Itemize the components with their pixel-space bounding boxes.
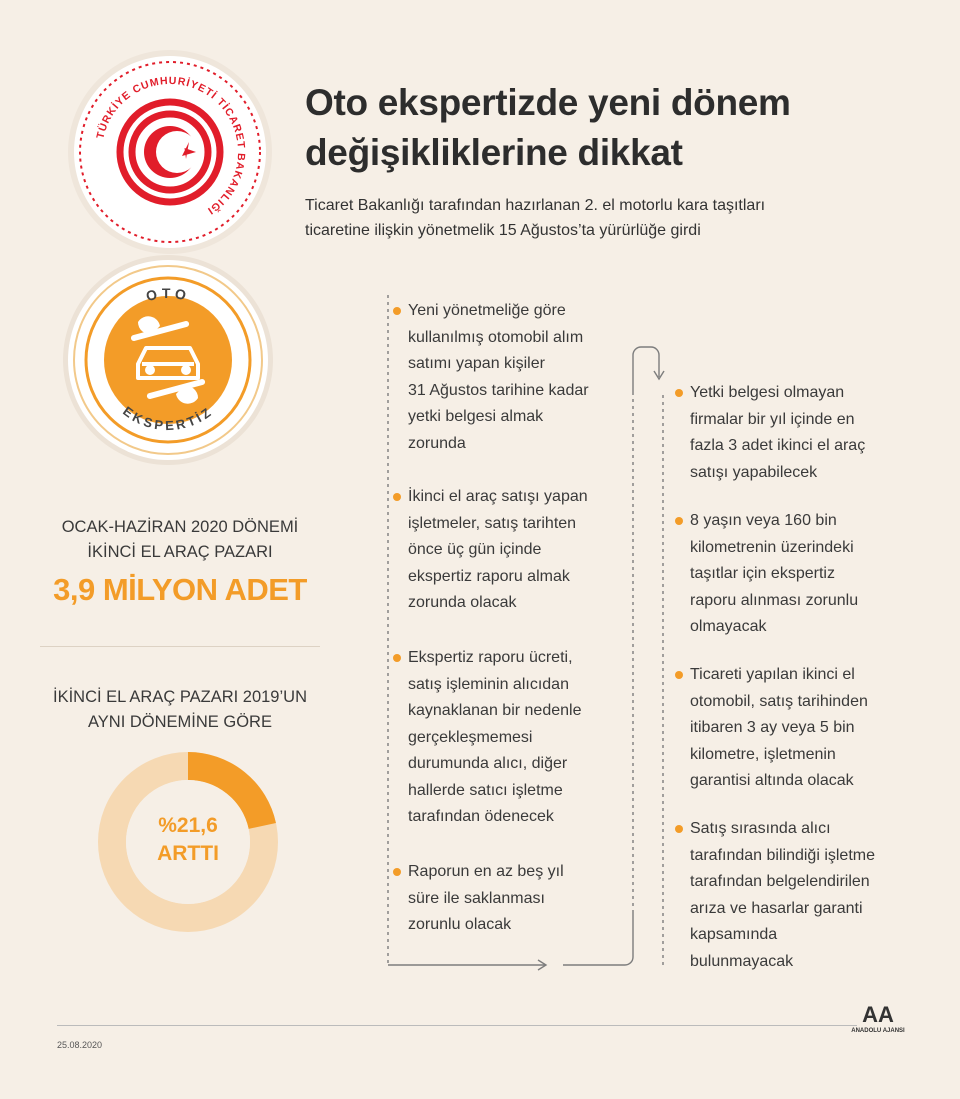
list-item (690, 380, 865, 486)
item-text: zorunda (408, 434, 466, 452)
list-item (408, 859, 564, 939)
period-label (30, 515, 330, 565)
subtitle-line-1: Ticaret Bakanlığı tarafından hazırlanan 2. el motorlu kara taşıtları (305, 197, 766, 214)
list-item (690, 508, 858, 641)
list-item (408, 645, 581, 831)
agency-logo-letters: AA (862, 1002, 894, 1027)
badge-bottom-text: EKSPERTİZ (120, 403, 216, 434)
seal-text: TÜRKİYE CUMHURİYETİ TİCARET BAKANLIĞI (94, 74, 248, 217)
compare-line-2: AYNI DÖNEMİNE GÖRE (88, 713, 272, 731)
item-text: kapsamında (690, 926, 778, 943)
page-title (305, 78, 925, 178)
bullet-dot (393, 493, 401, 501)
bullet-dot (675, 671, 683, 679)
item-text: durumunda alıcı, diğer (408, 755, 568, 772)
item-text: Raporun en az beş yıl (408, 863, 564, 880)
item-text: hallerde satıcı işletme (408, 781, 563, 799)
bullet-dot (675, 389, 683, 397)
item-text: otomobil, satış tarihinden (690, 692, 868, 710)
item-text: tarafından ödenecek (408, 808, 554, 825)
subtitle-line-2: ticaretine ilişkin yönetmelik 15 Ağustos’ta yürürlüğe girdi (305, 222, 701, 239)
list-item (690, 816, 875, 975)
list-item (408, 298, 589, 457)
subtitle (305, 193, 905, 243)
item-text: satışı yapabilecek (690, 463, 818, 481)
item-text: Yeni yönetmeliğe göre (408, 302, 566, 319)
anadolu-agency-logo (848, 1000, 908, 1060)
title-line-1: Oto ekspertizde yeni dönem (305, 82, 791, 123)
item-text: Ticareti yapılan ikinci el (690, 666, 855, 683)
item-text: kilometrenin üzerindeki (690, 538, 854, 556)
item-text: Ekspertiz raporu ücreti, (408, 649, 573, 666)
item-text: satımı yapan kişiler (408, 355, 545, 372)
publish-date: 25.08.2020 (57, 1040, 103, 1050)
item-text: olmayacak (690, 618, 767, 635)
item-text: bulunmayacak (690, 952, 794, 970)
period-line-1: OCAK-HAZİRAN 2020 DÖNEMİ (61, 518, 299, 536)
item-text: kullanılmış otomobil alım (408, 328, 584, 346)
change-value: %21,6 (158, 814, 218, 837)
agency-name: ANADOLU AJANSI (851, 1028, 905, 1034)
item-text: zorunlu olacak (408, 916, 512, 933)
list-item (690, 662, 868, 795)
item-text: garantisi altında olacak (690, 772, 854, 789)
item-text: işletmeler, satış tarihten (408, 514, 577, 532)
footer-divider (57, 1025, 857, 1026)
compare-line-1: İKİNCİ EL ARAÇ PAZARI 2019’UN (52, 688, 307, 706)
period-line-2: İKİNCİ EL ARAÇ PAZARI (87, 543, 273, 561)
change-word: ARTTI (157, 842, 219, 865)
oto-ekspertiz-badge (68, 260, 268, 460)
item-text: taşıtlar için ekspertiz (690, 565, 835, 582)
item-text: fazla 3 adet ikinci el araç (690, 437, 866, 454)
bullet-dot (675, 517, 683, 525)
item-text: 8 yaşın veya 160 bin (690, 512, 837, 529)
item-text: yetki belgesi almak (408, 408, 544, 425)
item-text: Yetki belgesi olmayan (690, 384, 845, 401)
item-text: kaynaklanan bir nedenle (408, 702, 582, 719)
item-text: gerçekleşmemesi (408, 728, 533, 746)
item-text: 31 Ağustos tarihine kadar (408, 381, 589, 399)
item-text: İkinci el araç satışı yapan (408, 488, 588, 505)
ministry-seal-logo (74, 56, 266, 248)
item-text: önce üç gün içinde (408, 541, 542, 558)
item-text: zorunda olacak (408, 594, 517, 611)
item-text: tarafından belgelendirilen (690, 873, 870, 890)
bullet-dot (393, 868, 401, 876)
item-text: itibaren 3 ay veya 5 bin (690, 719, 855, 736)
bullet-dot (675, 825, 683, 833)
compare-label (30, 685, 330, 735)
market-value: 3,9 MİLYON ADET (53, 572, 307, 607)
item-text: tarafından bilindiği işletme (690, 846, 875, 864)
item-text: firmalar bir yıl içinde en (690, 410, 855, 428)
item-text: kilometre, işletmenin (690, 745, 836, 763)
bullet-dot (393, 654, 401, 662)
bullet-dot (393, 307, 401, 315)
item-text: ekspertiz raporu almak (408, 567, 570, 585)
item-text: Satış sırasında alıcı (690, 820, 831, 837)
badge-top-text: OTO (144, 285, 192, 305)
item-text: satış işleminin alıcıdan (408, 675, 569, 693)
item-text: raporu alınması zorunlu (690, 591, 859, 609)
stats-divider (40, 646, 320, 647)
item-text: süre ile saklanması (408, 889, 545, 907)
item-text: arıza ve hasarlar garanti (690, 899, 863, 917)
list-item (408, 484, 588, 617)
change-text (98, 812, 278, 868)
title-line-2: değişikliklerine dikkat (305, 132, 683, 173)
